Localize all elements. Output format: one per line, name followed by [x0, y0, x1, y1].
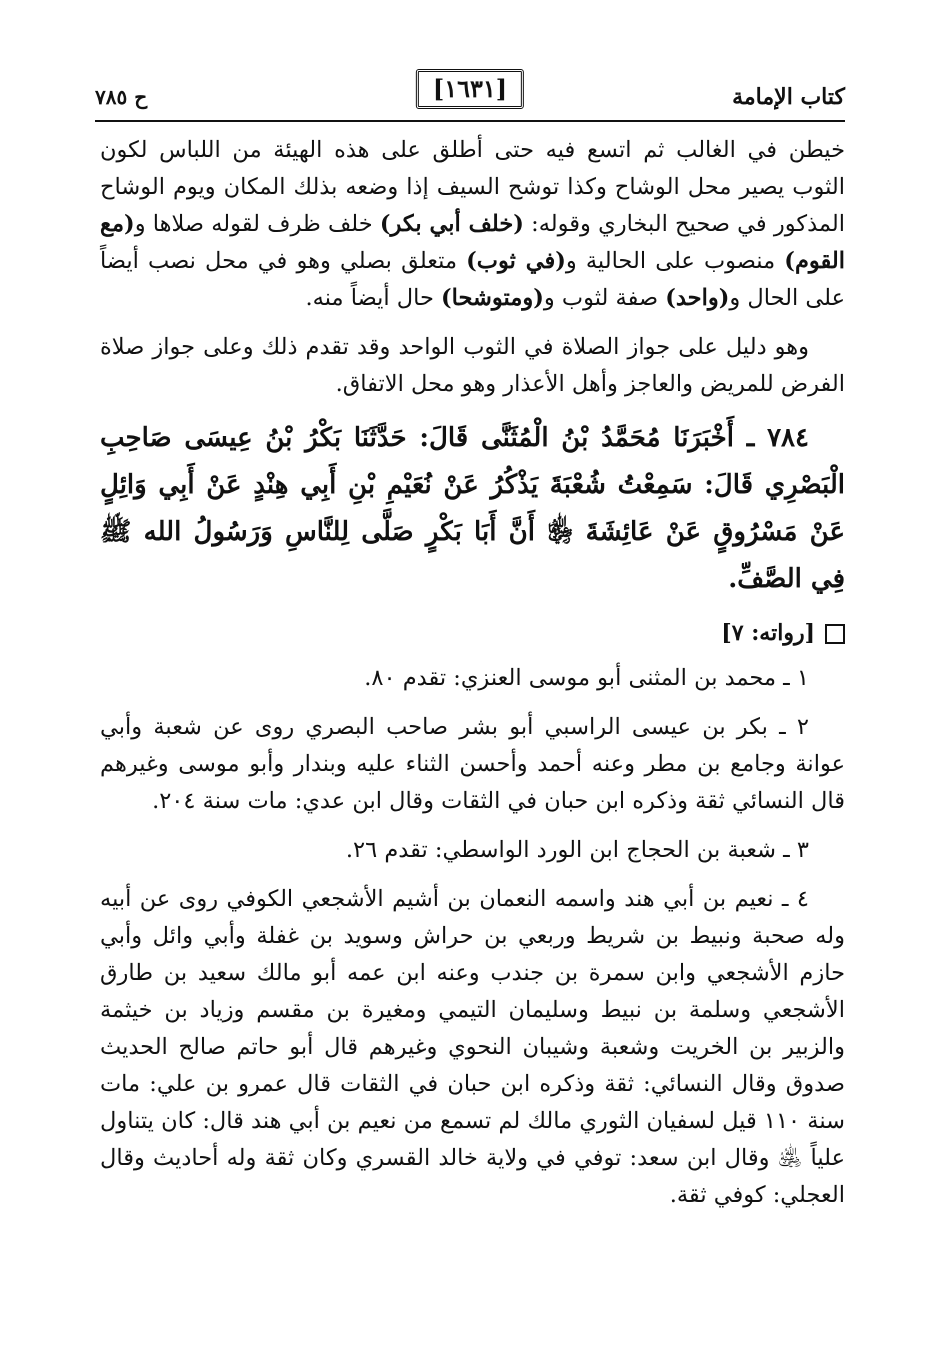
commentary-term: (مع القوم): [100, 211, 845, 274]
commentary-term: (في ثوب): [466, 248, 566, 274]
commentary-text: خلف ظرف لقوله صلاها و: [134, 211, 380, 237]
narrator-entry: ١ ـ محمد بن المثنى أبو موسى العنزي: تقدم ٨٠.: [364, 665, 809, 691]
commentary-text: متعلق بصلي وهو في محل نصب أيضاً على الحال و: [100, 248, 845, 311]
header-rule: [95, 120, 845, 122]
narrator-entry: ٤ ـ نعيم بن أبي هند واسمه النعمان بن أشيم الأشجعي الكوفي روى عن أبيه وله صحبة ونبيط بن شريط وربعي بن حراش وسويد بن غفلة وأبي وائل وأبي حازم الأشجعي وابن سمرة بن جندب وعنه ابن عمه أبو مالك سعيد بن طارق الأشجعي وسلمة بن نبيط وسليمان التيمي ومغيرة بن مقسم وزياد بن خيثمة والزبير بن الخريت وشعبة وشيبان النحوي وغيرهم قال أبو حاتم صالح الحديث صدوق وقال النسائي: ثقة وذكره ابن حبان في الثقات قال عمرو بن علي: مات سنة ١١٠ قيل لسفيان الثوري مالك لم تسمع من نعيم بن أبي هند قال: كان يتناول علياً ﵁ وقال ابن سعد: توفي في ولاية خالد القسري وكان ثقة وله أحاديث وقال العجلي: كوفي ثقة.: [100, 886, 845, 1208]
narrators-heading-label: [رواته: ٧]: [721, 620, 815, 646]
commentary-text: منصوب على الحالية و: [565, 248, 785, 274]
commentary-text: خيطن في الغالب ثم اتسع فيه حتى أطلق على هذه الهيئة من اللباس لكون الثوب يصير محل الوشاح وكذا توشح السيف إذا وضعه بذلك المكان ويوم الوشاح المذكور في صحيح البخاري وقوله:: [100, 137, 846, 237]
hadith-text: ٧٨٤ ـ أَخْبَرَنَا مُحَمَّدُ بْنُ الْمُثَنَّى قَالَ: حَدَّثَنَا بَكْرُ بْنُ عِيسَى صَاحِبِ الْبَصْرِي قَالَ: سَمِعْتُ شُعْبَةَ يَذْكُرُ عَنْ نُعَيْمِ بْنِ أَبِي هِنْدٍ عَنْ أَبِي وَائِلٍ عَنْ مَسْرُوقٍ عَنْ عَائِشَةَ ﵂ أَنَّ أَبَا بَكْرٍ صَلَّى لِلنَّاسِ وَرَسُولُ الله ﷺ فِي الصَّفِّ.: [100, 423, 845, 594]
page-body: [100, 132, 845, 1226]
book-title: كتاب الإمامة: [732, 84, 845, 110]
hadith-reference: ح ٧٨٥: [95, 85, 148, 109]
narrator-entry: ٢ ـ بكر بن عيسى الراسبي أبو بشر صاحب البصري روى عن شعبة وأبي عوانة وجامع بن مطر وعنه أحمد وأحسن الثناء عليه وبندار وأبو موسى وغيرهم قال النسائي ثقة وذكره ابن حبان في الثقات وقال ابن عدي: مات سنة ٢٠٤.: [100, 714, 845, 814]
commentary-term: (ومتوشحا): [441, 285, 544, 311]
page-header: [95, 75, 845, 119]
commentary-term: (واحد): [665, 285, 730, 311]
narrators-heading: [100, 615, 845, 652]
commentary-text: حال أيضاً منه.: [305, 285, 442, 311]
narrator-entry: ٣ ـ شعبة بن الحجاج ابن الورد الواسطي: تقدم ٢٦.: [345, 837, 809, 863]
commentary-paragraph-1: [100, 132, 845, 317]
commentary-text: صفة لثوب و: [543, 285, 666, 311]
commentary-paragraph-2: وهو دليل على جواز الصلاة في الثوب الواحد وقد تقدم ذلك وعلى جواز صلاة الفرض للمريض والعاجز وأهل الأعذار وهو محل الاتفاق.: [100, 334, 845, 397]
page-number: [١٦٣١]: [416, 69, 524, 109]
checkbox-square-icon: [825, 624, 845, 644]
commentary-term: (خلف أبي بكر): [379, 211, 524, 237]
